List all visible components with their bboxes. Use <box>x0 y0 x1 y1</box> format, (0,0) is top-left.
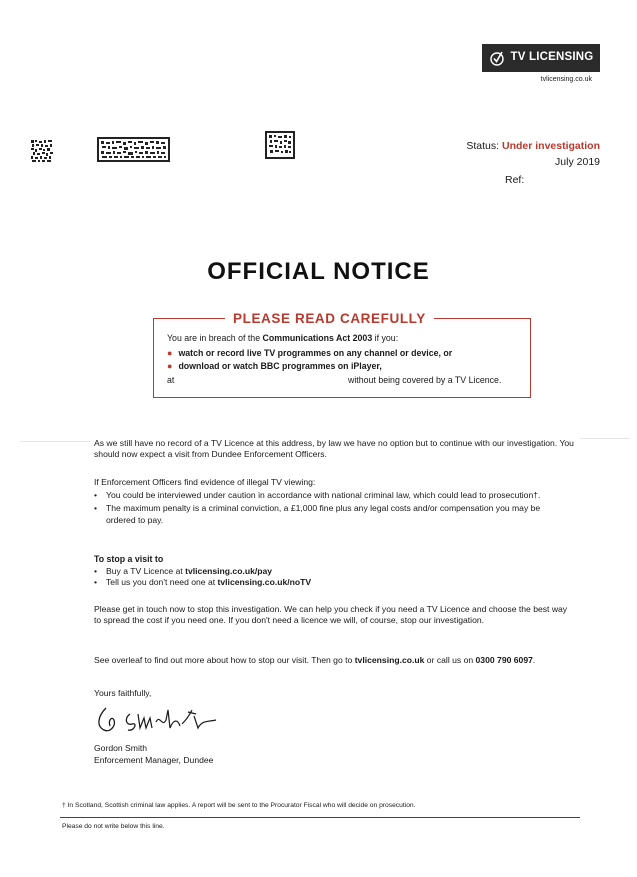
official-notice-heading: OFFICIAL NOTICE <box>207 258 430 285</box>
bullet-icon: ● <box>167 348 173 358</box>
no-tv-link: tvlicensing.co.uk/noTV <box>217 577 312 588</box>
scan-mark <box>580 438 630 439</box>
list-item-text: Buy a TV Licence at <box>106 566 186 576</box>
status-block <box>400 138 600 171</box>
list-item: • You could be interviewed under caution in accordance with national criminal law, which could lead to prosecution†. <box>94 490 564 501</box>
signer-role: Enforcement Manager, Dundee <box>94 755 214 765</box>
barcode-right <box>265 131 295 159</box>
phone-number: 0300 790 6097 <box>475 655 533 665</box>
pay-link: tvlicensing.co.uk/pay <box>185 566 273 576</box>
breach-bullet-1 <box>167 348 452 360</box>
consequences-list <box>94 490 564 528</box>
website-link: tvlicensing.co.uk <box>354 655 425 665</box>
breach-intro-pre: You are in breach of the <box>167 333 263 343</box>
stop-visit-list <box>94 566 564 589</box>
breach-bullet-text: download or watch BBC programmes on iPlayer, <box>178 361 382 371</box>
signature-image <box>94 700 224 738</box>
barcode-left <box>31 140 53 162</box>
breach-intro-post: if you: <box>372 333 399 343</box>
status-line <box>400 138 600 154</box>
evidence-intro: If Enforcement Officers find evidence of illegal TV viewing: <box>94 477 316 487</box>
overleaf-paragraph <box>94 655 574 666</box>
tv-licensing-tick-icon <box>489 50 505 66</box>
overleaf-text: See overleaf to find out more about how to stop our visit. Then go to <box>94 655 355 665</box>
breach-bullet-text: watch or record live TV programmes on any channel or device, or <box>178 348 453 358</box>
cut-line <box>60 817 580 818</box>
breach-bullet-2 <box>167 361 382 373</box>
status-label: Status: <box>466 140 500 152</box>
reference-label: Ref: <box>505 174 525 186</box>
investigation-paragraph: As we still have no record of a TV Licence at this address, by law we have no option but to continue with our investigation. You should now expect a visit from Dundee Enforcement Officers. <box>94 438 574 460</box>
breach-covered: without being covered by a TV Licence. <box>348 375 502 385</box>
closing: Yours faithfully, <box>94 688 152 698</box>
logo-text: TV LICENSING <box>510 51 594 64</box>
stop-visit-title: To stop a visit to <box>94 554 164 564</box>
overleaf-text: or call us on <box>424 655 476 665</box>
breach-at: at <box>167 375 175 385</box>
footnote: † In Scotland, Scottish criminal law applies. A report will be sent to the Procurator Fiscal who will decide on prosecution. <box>62 802 416 809</box>
tv-licensing-logo <box>482 44 600 72</box>
communications-act: Communications Act 2003 <box>262 333 373 343</box>
notice-date: July 2019 <box>555 156 600 169</box>
do-not-write-notice: Please do not write below this line. <box>62 823 165 830</box>
signer-name: Gordon Smith <box>94 743 148 753</box>
get-in-touch-paragraph: Please get in touch now to stop this investigation. We can help you check if you need a TV Licence and choose the best way to spread the cost if you need one. If you don't need a licence we will, of course, stop our investigation. <box>94 604 568 626</box>
scan-mark <box>20 441 90 442</box>
status-value: Under investigation <box>501 140 600 152</box>
overleaf-text: . <box>532 655 536 665</box>
list-item-text: Tell us you don't need one at <box>106 577 218 588</box>
barcode-middle <box>97 137 170 162</box>
breach-box-title: PLEASE READ CAREFULLY <box>225 310 434 328</box>
breach-intro <box>167 333 398 345</box>
list-item: • The maximum penalty is a criminal conviction, a £1,000 fine plus any legal costs and/or compensation you may be ordered to pay. <box>94 503 564 526</box>
list-item <box>94 577 564 588</box>
logo-url: tvlicensing.co.uk <box>540 76 592 83</box>
list-item <box>94 566 564 577</box>
bullet-icon: ● <box>167 361 173 371</box>
